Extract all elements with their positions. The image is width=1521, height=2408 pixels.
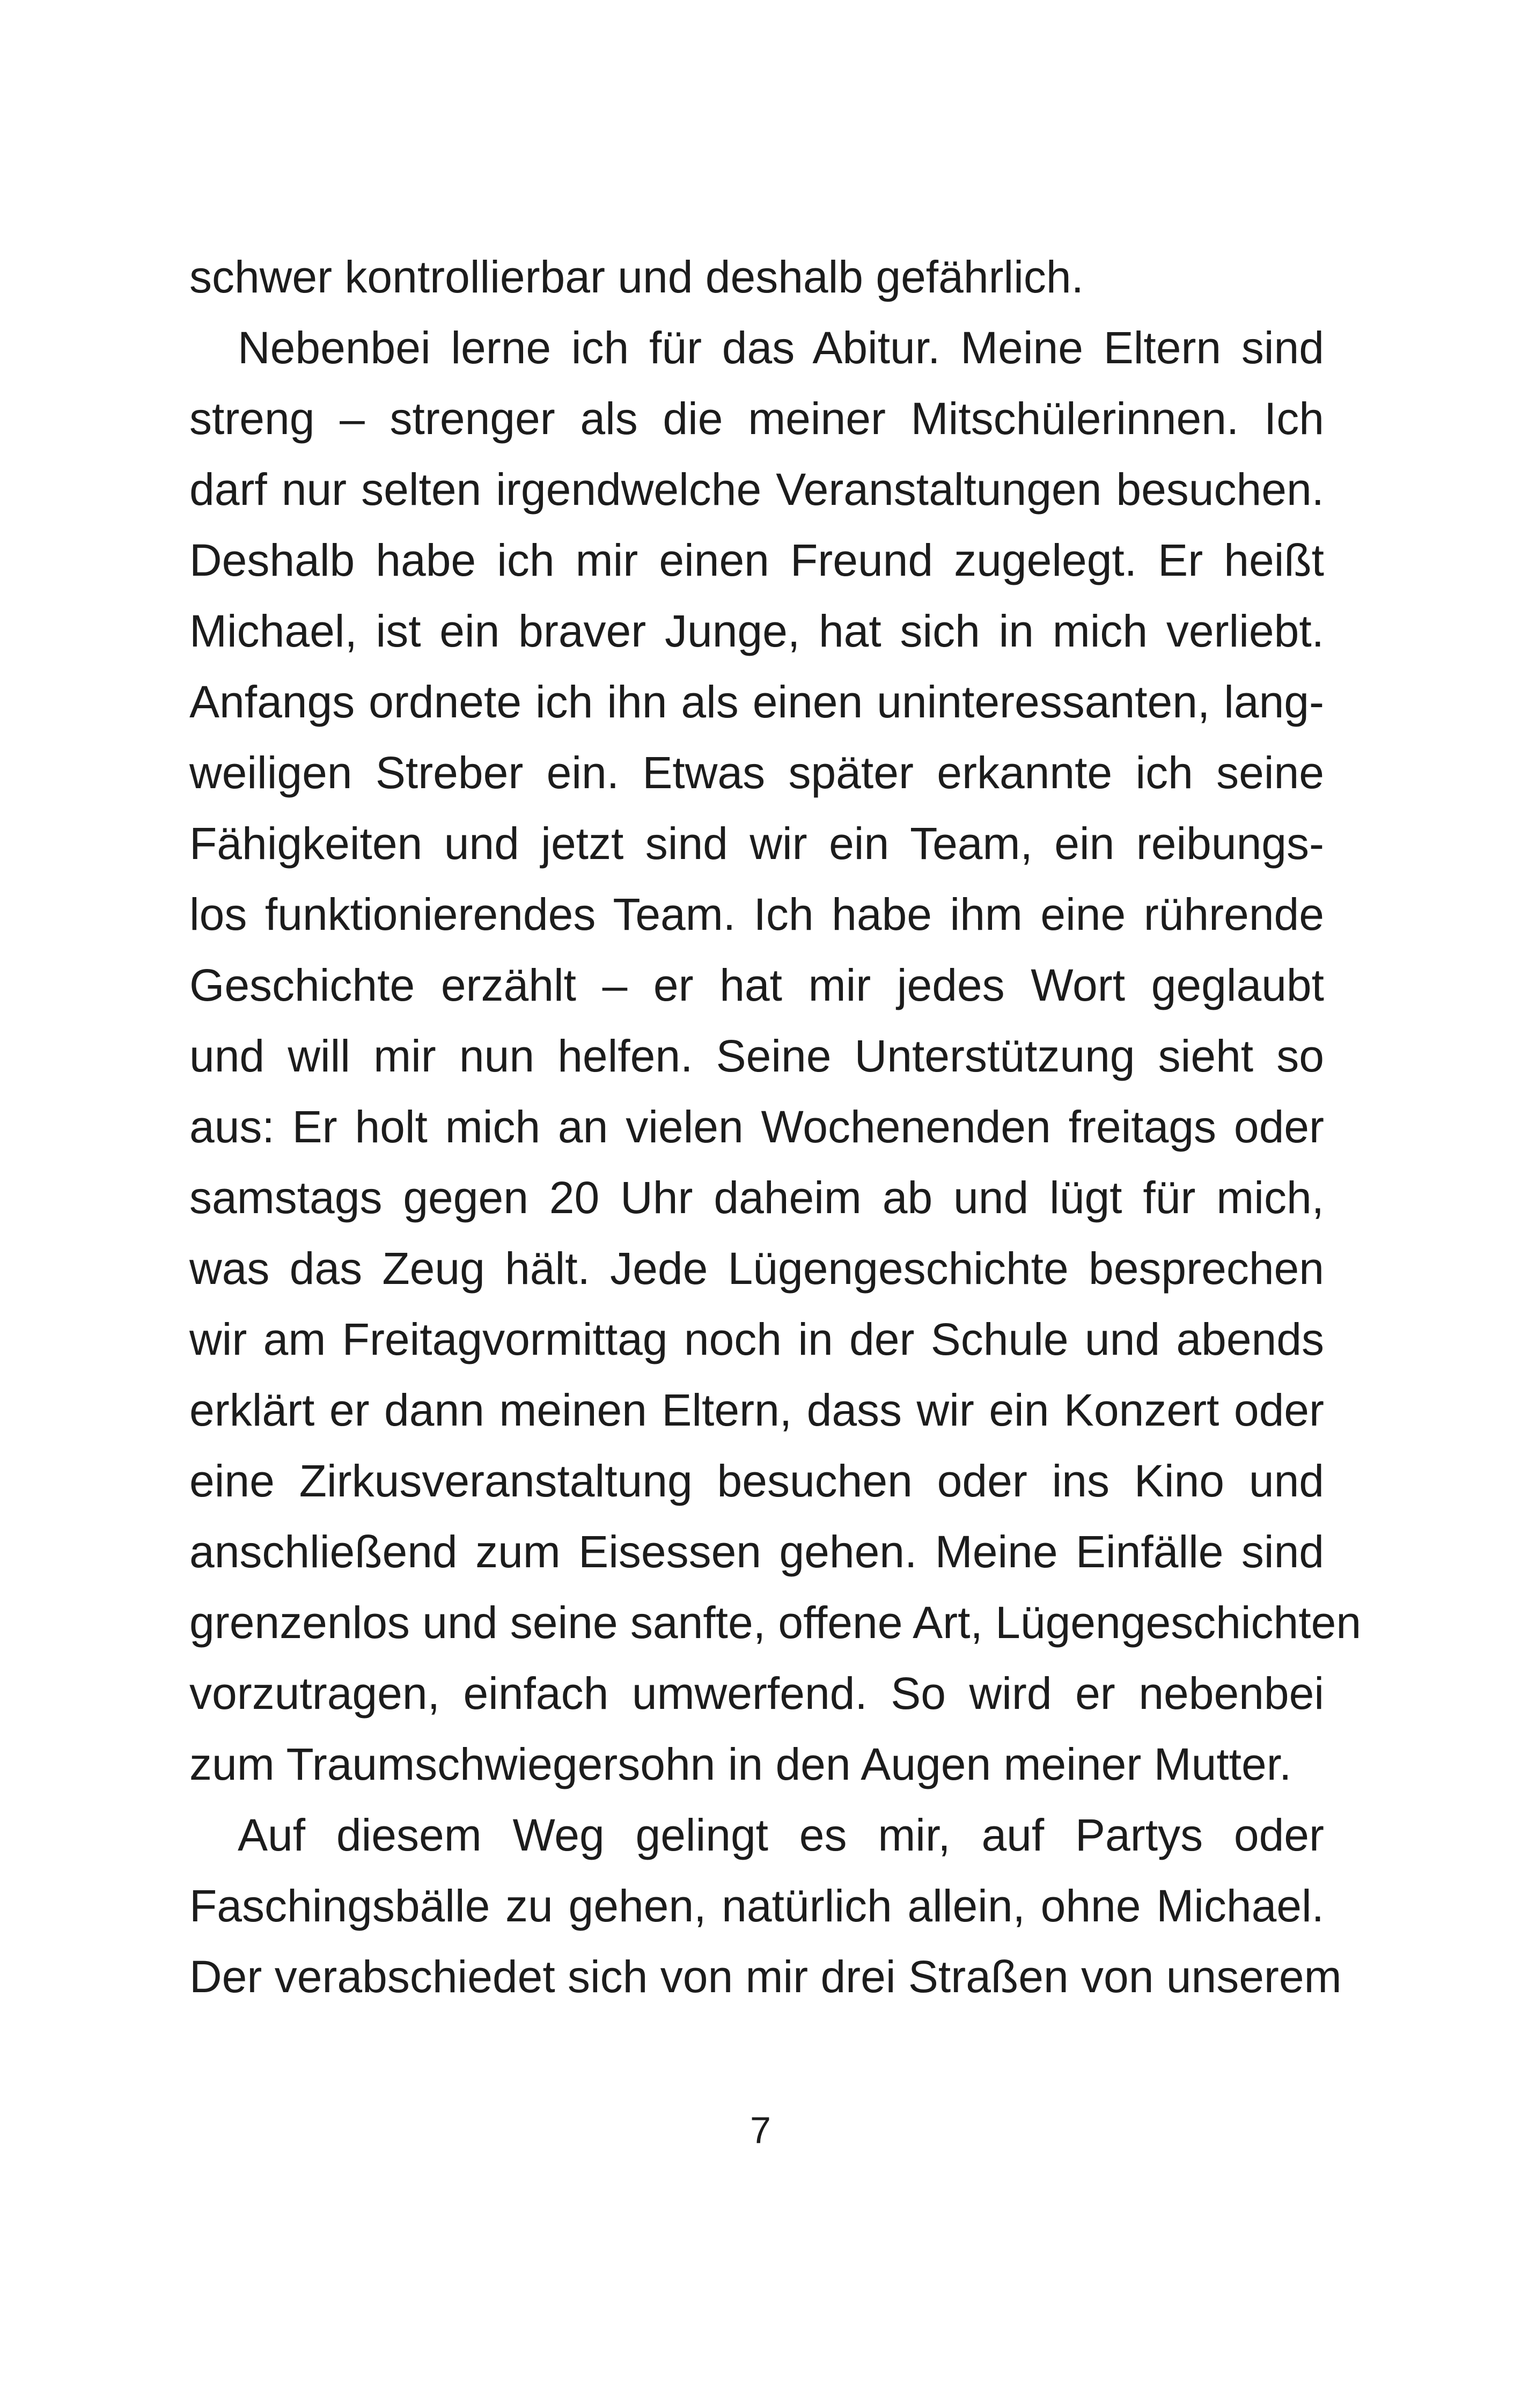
text-line: samstags gegen 20 Uhr daheim ab und lügt für mich,: [189, 1172, 1324, 1223]
text-line: streng – strenger als die meiner Mitschülerinnen. Ich: [189, 393, 1324, 444]
text-line: Geschichte erzählt – er hat mir jedes Wort geglaubt: [189, 960, 1324, 1010]
text-line: Deshalb habe ich mir einen Freund zugelegt. Er heißt: [189, 535, 1324, 585]
text-line: darf nur selten irgendwelche Veranstaltungen besuchen.: [189, 464, 1324, 515]
text-line: anschließend zum Eisessen gehen. Meine Einfälle sind: [189, 1526, 1324, 1577]
text-line: was das Zeug hält. Jede Lügengeschichte besprechen: [189, 1243, 1324, 1294]
text-line: schwer kontrollierbar und deshalb gefährlich.: [189, 252, 1084, 302]
text-line: weiligen Streber ein. Etwas später erkannte ich seine: [189, 747, 1324, 798]
text-line: Faschingsbälle zu gehen, natürlich allein, ohne Michael.: [189, 1881, 1324, 1931]
text-line: grenzenlos und seine sanfte, offene Art, Lügengeschichten: [189, 1597, 1362, 1648]
text-line: Der verabschiedet sich von mir drei Straßen von unserem: [189, 1951, 1342, 2002]
text-line: Auf diesem Weg gelingt es mir, auf Partys oder: [238, 1810, 1324, 1860]
text-line: eine Zirkusveranstaltung besuchen oder ins Kino und: [189, 1456, 1324, 1506]
text-line: vorzutragen, einfach umwerfend. So wird er nebenbei: [189, 1668, 1324, 1719]
text-line: und will mir nun helfen. Seine Unterstützung sieht so: [189, 1031, 1324, 1081]
text-line: aus: Er holt mich an vielen Wochenenden freitags oder: [189, 1102, 1324, 1152]
text-line: Anfangs ordnete ich ihn als einen uninteressanten, lang-: [189, 677, 1324, 727]
body-text: [189, 241, 1362, 2012]
text-line: wir am Freitagvormittag noch in der Schule und abends: [189, 1314, 1324, 1364]
text-line: Michael, ist ein braver Junge, hat sich in mich verliebt.: [189, 606, 1324, 656]
text-line: Nebenbei lerne ich für das Abitur. Meine Eltern sind: [238, 322, 1324, 373]
text-line: zum Traumschwiegersohn in den Augen meiner Mutter.: [189, 1739, 1292, 1789]
text-line: Fähigkeiten und jetzt sind wir ein Team, ein reibungs-: [189, 818, 1324, 869]
text-line: erklärt er dann meinen Eltern, dass wir ein Konzert oder: [189, 1385, 1324, 1435]
text-line: los funktionierendes Team. Ich habe ihm eine rührende: [189, 889, 1324, 939]
page-number: 7: [750, 2109, 771, 2151]
